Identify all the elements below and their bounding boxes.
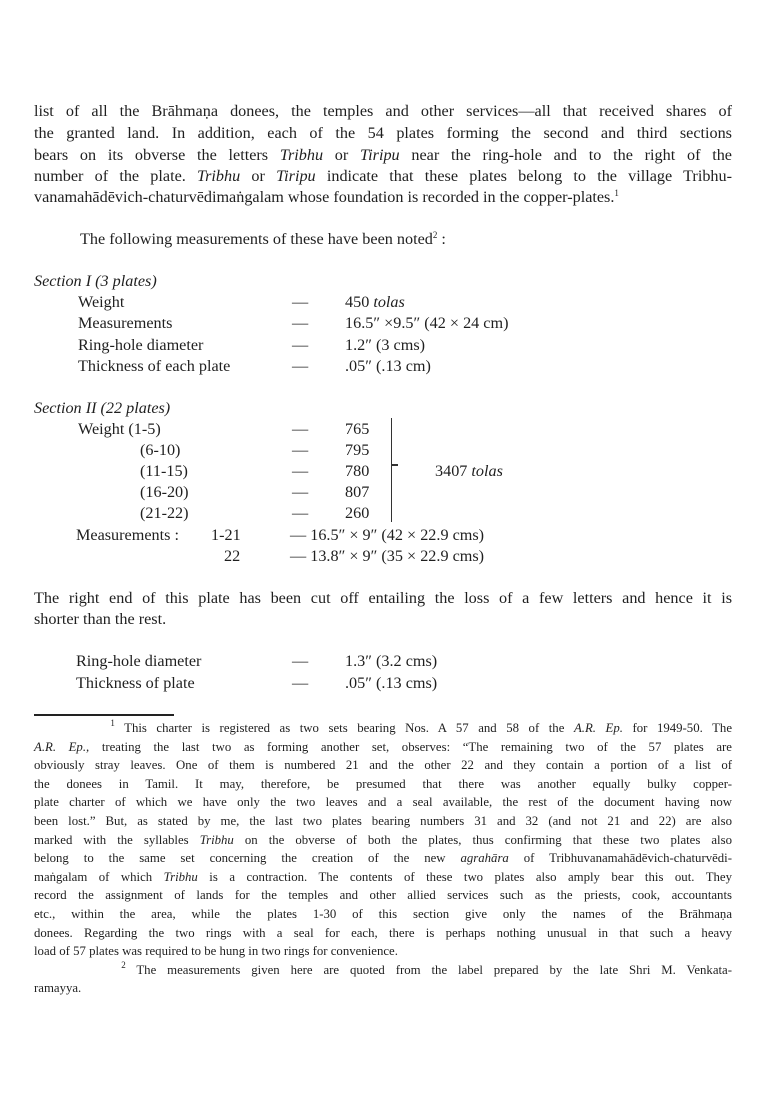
weight-label: Weight (1-5) [78,420,161,438]
text-run: This charter is registered as two sets bearing Nos. A 57 and 58 of the [114,721,574,735]
dash: — [292,336,309,354]
dash: — [292,504,309,522]
text-run: donees. Regarding the two rings with a seal for each, there is perhaps nothing unusual in that such a heavy [34,925,732,940]
weight-value: 780 [345,462,370,480]
dash: — [292,652,309,670]
text-run: of Tribhuvanamahādēvich-chaturvēdi- [508,851,733,866]
text-run: The following measurements of these have been noted [80,230,433,248]
text-run: etc., within the area, while the plates 1-30 of this section give only the names of the Brāhmaṇa [34,907,732,921]
intro-line [80,229,446,250]
footnote-line [34,979,732,997]
text-run: load of 57 plates was required to be hung in two rings for convenience. [34,944,398,959]
text-run: list of all the Brāhmaṇa donees, the temples and other services—all that received shares of [34,102,732,120]
text-run: been lost.” But, as stated by me, the last two plates bearing numbers 31 and 32 (and not 21 and 22) are also [34,814,732,828]
measurement-value [345,313,508,334]
italic-text: tolas [471,462,503,480]
dash: — [292,293,309,311]
text-run: plate charter of which we have only the two leaves and a seal available, the rest of the document having now [34,795,732,810]
footnote-line [34,756,732,774]
dash: — [292,483,309,501]
italic-text: Tiripu [360,146,400,164]
text-run: number of the plate. [34,167,197,185]
text-run: obviously stray leaves. One of them is numbered 21 and the other 22 and they contain a portion of a list of [34,758,732,773]
measurement-value [345,292,405,313]
measurement-value: — 13.8″ × 9″ (35 × 22.9 cms) [290,547,485,565]
footnote-line [34,924,732,942]
measurement-label: Ring-hole diameter [76,652,202,670]
italic-text: agrahāra [460,851,509,866]
text-run [34,963,121,977]
measurement-label: Ring-hole diameter [78,336,204,354]
text-run: the donees in Tamil. It may, therefore, be presumed that there was another equally bulky copper- [34,776,732,791]
text-run: on the obverse of both the plates, thus confirming that these two plates also [233,832,732,847]
weight-value: 807 [345,483,370,501]
text-run: or [323,146,361,164]
measurement-label: Thickness of each plate [78,357,231,375]
text-run: .05″ (.13 cm) [345,357,431,375]
text-run: maṅgalam of which [34,869,164,884]
measurement-value [345,356,431,377]
text-run [34,721,110,735]
weight-value: 795 [345,441,370,459]
footnote-divider [34,714,174,716]
measurement-label: Weight [78,293,125,311]
footnote-line [34,812,732,830]
section-heading [34,398,170,419]
text-run: : [437,230,446,248]
paragraph-line [34,123,732,144]
footnote-line [34,793,732,811]
weight-range: (16-20) [140,483,189,501]
text-run: shorter than the rest. [34,610,167,628]
weight-value: 765 [345,420,370,438]
text-run: ramayya. [34,981,82,996]
text-run: treating the last two as forming another set, observes: “The remaining two of the 57 plates are [89,739,732,754]
text-run: 450 [345,293,374,311]
text-run: bears on its obverse the letters [34,146,280,164]
weight-range: (21-22) [140,504,189,522]
dash: — [292,420,309,438]
footnote-line [34,849,732,867]
footnote-line [34,961,732,979]
dash: — [292,441,309,459]
measurement-label: Measurements [78,314,173,332]
dash: — [292,674,309,692]
text-run: 16.5″ ×9.5″ (42 × 24 cm) [345,314,509,332]
footnote-line [34,868,732,886]
footnote-line [34,886,732,904]
footnote-marker[interactable]: 2 [121,959,126,970]
footnote-marker[interactable]: 1 [110,718,115,728]
paragraph-line [34,588,732,609]
text-run: the granted land. In addition, each of the 54 plates forming the second and third sections [34,124,732,142]
text-run: marked with the syllables [34,832,200,847]
text-run: near the ring-hole and to the right of the [399,146,732,164]
italic-text: Tiripu [276,167,316,185]
measurement-value: .05″ (.13 cms) [345,674,438,692]
dash: — [292,462,309,480]
text-run: or [240,167,277,185]
brace [383,418,392,522]
text-run: indicate that these plates belong to the village Tribhu- [315,167,732,185]
paragraph-line [34,166,732,187]
footnote-line [34,719,732,737]
footnote-marker[interactable]: 1 [614,188,619,198]
footnote-line [34,738,732,756]
italic-text: tolas [373,293,405,311]
footnote-marker[interactable]: 2 [432,230,438,240]
dash: — [292,357,309,375]
italic-text: Tribhu [197,167,241,185]
measurement-value: 1.3″ (3.2 cms) [345,652,438,670]
plate-range: 22 [224,547,241,565]
paragraph-line [34,101,732,122]
weight-total [435,461,503,482]
italic-text: Tribhu [163,869,198,884]
measurement-label: Thickness of plate [76,674,195,692]
measurement-value: — 16.5″ × 9″ (42 × 22.9 cms) [290,526,485,544]
plate-range: 1-21 [211,526,241,544]
italic-text: Tribhu [279,146,324,164]
weight-range: (6-10) [140,441,181,459]
italic-text: Tribhu [199,832,234,847]
paragraph-line [34,145,732,166]
dash: — [292,314,309,332]
italic-text: Section II (22 plates) [34,399,171,417]
text-run: The measurements given here are quoted from the label prepared by the late Shri M. Venkata- [125,962,732,977]
italic-text: A.R. Ep. [573,721,623,735]
italic-text: plates) [112,272,157,290]
text-run: belong to the same set concerning the creation of the new [34,851,461,866]
footnote-line [34,831,732,849]
footnote-line [34,942,732,960]
measurement-value [345,335,425,356]
text-run: record the assignment of lands for the temples and other allied services such as the priests, cook, accountants [34,888,732,903]
footnote-line [34,775,732,793]
weight-range: (11-15) [140,462,188,480]
text-run: for 1949-50. The [622,721,732,735]
weight-value: 260 [345,504,370,522]
footnote-line [34,905,732,923]
paragraph-line [34,609,732,630]
italic-text: Section I (3 [34,272,113,290]
text-run: vanamahādēvich-chaturvēdimaṅgalam whose foundation is recorded in the copper-plates. [34,188,615,206]
text-run: 1.2″ (3 cms) [345,336,426,354]
text-run: is a contraction. The contents of these two plates also amply bear this out. They [197,869,732,884]
measurements-label: Measurements : [76,526,179,544]
section-heading [34,271,157,292]
paragraph-line [34,187,732,208]
text-run: 3407 [435,462,472,480]
italic-text: A.R. Ep., [34,739,90,754]
text-run: The right end of this plate has been cut off entailing the loss of a few letters and hence it is [34,589,732,607]
